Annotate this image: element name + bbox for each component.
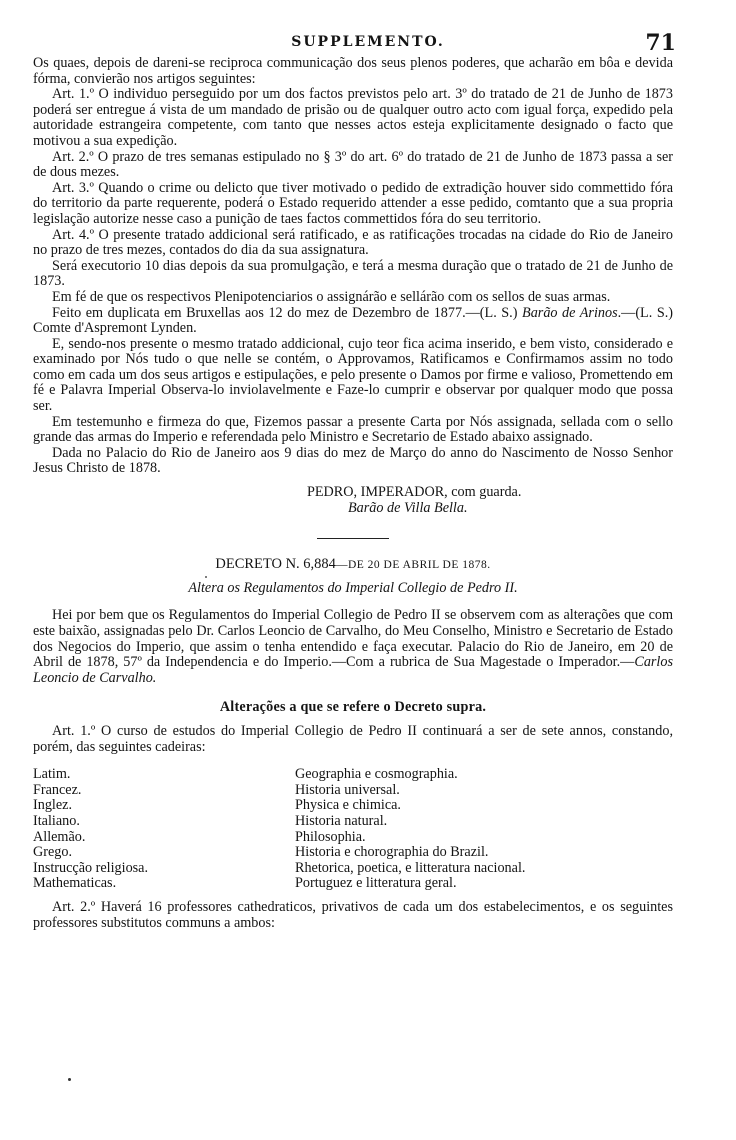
subject-item-left: Allemão. [33, 828, 86, 845]
paragraph-art-3: Art. 3.º Quando o crime ou delicto que tiver motivado o pedido de extradição houver sido commettido fóra do territorio da parte requerente, poderá o Estado requerido attender a esse pedido, comtanto que a sua propria legislação autorize nesse caso a punição de taes factos commettidos fóra do seu territorio. [33, 179, 673, 227]
subject-item-right: Portuguez e litteratura geral. [295, 875, 457, 892]
page-body [33, 56, 673, 931]
subject-item-left: Instrucção religiosa. [33, 859, 149, 876]
subject-item-left: Francez. [33, 781, 82, 798]
paragraph-dada-no-palacio: Dada no Palacio do Rio de Janeiro aos 9 dias do mez de Março do anno do Nascimento de Nosso Senhor Jesus Christo de 1878. [33, 444, 673, 477]
paragraph-testemunho: Em testemunho e firmeza do que, Fizemos passar a presente Carta por Nós assignada, sellada com o sello grande das armas do Imperio e referendada pelo Ministro e Secretario de Estado abaixo assignado. [33, 413, 673, 446]
subject-item-right: Physica e chimica. [295, 797, 401, 814]
decree-number: DECRETO N. 6,884 [215, 556, 336, 573]
signature-emperor: PEDRO, IMPERADOR, com guarda. [307, 484, 522, 501]
paragraph-hei-por-bem [33, 608, 673, 686]
subject-item-left: Latim. [33, 766, 71, 783]
subjects-list [33, 767, 673, 892]
section-divider [317, 538, 389, 539]
subject-item-right: Rhetorica, poetica, e litteratura nacional. [295, 859, 526, 876]
page-number: 71 [645, 30, 676, 56]
feito-text-end: .—(L. S.) Comte d'Aspremont Lynden. [33, 304, 673, 337]
print-speck [68, 1078, 71, 1081]
signatory-name: Barão de Arinos [522, 304, 618, 321]
subject-item-left: Italiano. [33, 812, 80, 829]
paragraph-em-fe: Em fé de que os respectivos Plenipotenciarios o assignárão e sellárão com os sellos de suas armas. [52, 288, 611, 305]
signature-minister: Barão de Villa Bella. [348, 499, 468, 516]
paragraph-art-1: Art. 1.º O individuo perseguido por um dos factos previstos pelo art. 3º do tratado de 21 de Junho de 1873 poderá ser entregue á vista de um mandado de prisão ou de qualquer outro acto com igual força, expedido pela autoridade estrangeira competente, com tanto que nesses actos esteja explicitamente designado o facto que motivou a sua expedição. [33, 86, 673, 149]
decree-subtitle: Altera os Regulamentos do Imperial Collegio de Pedro II. [188, 579, 518, 596]
subject-item-left: Mathematicas. [33, 875, 117, 892]
feito-text: Feito em duplicata em Bruxellas aos 12 do mez de Dezembro de 1877.—(L. S.) [52, 304, 523, 321]
page-header [0, 30, 736, 56]
alteracoes-heading: Alterações a que se refere o Decreto supra. [219, 699, 487, 716]
paragraph-art-2: Art. 2.º O prazo de tres semanas estipulado no § 3º do art. 6º do tratado de 21 de Junho de 1873 passa a ser de dous mezes. [33, 148, 673, 181]
paragraph-curso-art-1: Art. 1.º O curso de estudos do Imperial Collegio de Pedro II continuará a ser de sete annos, constando, porém, das seguintes cadeiras: [33, 722, 673, 755]
subject-item-left: Grego. [33, 844, 73, 861]
subject-item-right: Geographia e cosmographia. [295, 766, 458, 783]
paragraph-executorio: Será executorio 10 dias depois da sua promulgação, e terá a mesma duração que o tratado de 21 de Junho de 1873. [33, 257, 673, 290]
decree-signatory: Carlos Leoncio de Carvalho. [33, 654, 673, 686]
decree-date: —DE 20 DE ABRIL DE 1878. [335, 559, 491, 572]
running-title: SUPPLEMENTO. [291, 34, 445, 50]
subject-item-left: Inglez. [33, 797, 72, 814]
subject-item-right: Historia e chorographia do Brazil. [295, 844, 489, 861]
paragraph-feito-em-duplicata [33, 306, 673, 337]
decree-title [33, 557, 673, 574]
paragraph-curso-art-2: Art. 2.º Haverá 16 professores cathedraticos, privativos de cada um dos estabelecimentos, e os seguintes professores substitutos communs a ambos: [33, 898, 673, 931]
print-speck [205, 576, 207, 578]
paragraph-ratificacao: E, sendo-nos presente o mesmo tratado addicional, cujo teor fica acima inserido, e bem visto, considerado e examinado por Nós tudo o que nelle se contém, o Approvamos, Ratificamos e Confirmamos assim no todo como em cada um dos seus artigos e estipulações, e pelo presente o Damos por firme e valioso, Promettendo em fé e Palavra Imperial Observa-lo inviolavelmente e Faze-lo cumprir e observar por qualquer modo que possa ser. [33, 335, 673, 415]
paragraph-plenos-poderes: Os quaes, depois de dareni-se reciproca communicação dos seus plenos poderes, que acharão em bôa e devida fórma, convierão nos artigos seguintes: [33, 55, 673, 87]
decree-text: Hei por bem que os Regulamentos do Imperial Collegio de Pedro II se observem com as alterações que com este baixão, assignadas pelo Dr. Carlos Leoncio de Carvalho, do Meu Conselho, Ministro e Secretario de Estado dos Negocios do Imperio, que assim o tenha entendido e faça executar. Palacio do Rio de Janeiro, em 20 de Abril de 1878, 57º da Independencia e do Imperio.—Com a rubrica de Sua Magestade o Imperador.— [33, 607, 673, 671]
subject-item-right: Historia universal. [295, 781, 400, 798]
paragraph-art-4: Art. 4.º O presente tratado addicional será ratificado, e as ratificações trocadas na cidade do Rio de Janeiro no prazo de tres mezes, contados do dia da sua assignatura. [33, 226, 673, 259]
subject-item-right: Historia natural. [295, 812, 388, 829]
subject-item-right: Philosophia. [295, 828, 366, 845]
